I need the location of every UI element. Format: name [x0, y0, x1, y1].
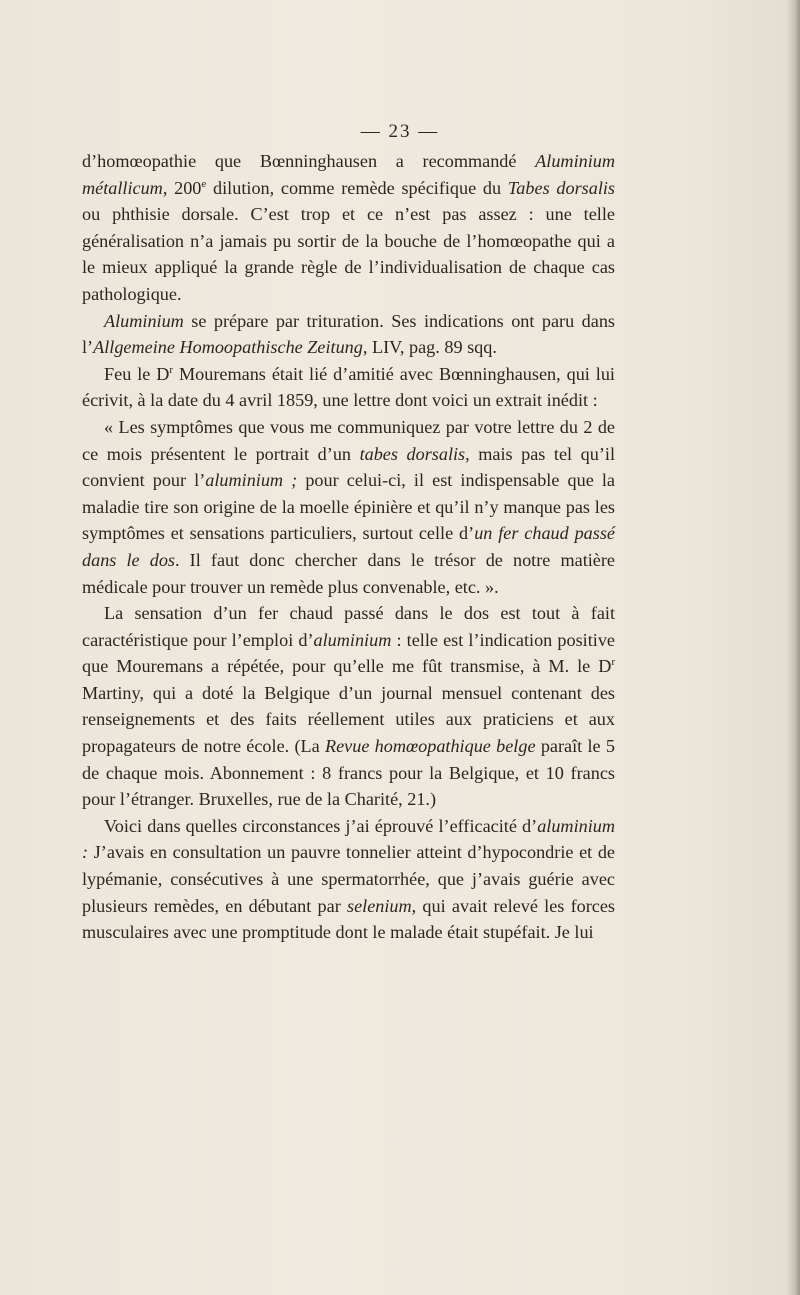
text-run: d’homœopathie que Bœnninghausen a recommandé: [82, 151, 536, 171]
text-run: J’avais en consultation un pauvre tonnelier atteint d’hypocondrie et de lypémanie, consécutives à une spermatorrhée, que j’avais guérie avec plusieurs remèdes, en débutant par: [82, 842, 615, 916]
paragraph: [82, 813, 615, 946]
text-run: La sensation d’un fer chaud passé dans le dos est tout à fait caractéristique pour l’emploi d’: [82, 603, 615, 650]
text-run: Mouremans était lié d’amitié avec Bœnninghausen, qui lui écrivit, à la date du 4 avril 1859, une lettre dont voici un extrait inédit :: [82, 363, 615, 411]
superscript: e: [201, 177, 207, 190]
italic-text: Tabes dorsalis: [507, 177, 616, 198]
italic-text: Aluminium métallicum: [82, 151, 615, 198]
paragraph: [82, 308, 615, 361]
superscript: r: [169, 363, 174, 376]
text-run: : telle est l’indication positive que Mouremans a répétée, pour qu’elle me fût transmise, à M. le D: [82, 629, 615, 677]
text-run: Voici dans quelles circonstances j’ai éprouvé l’efficacité d’: [104, 815, 538, 836]
page-number: — 23 —: [360, 121, 440, 142]
paragraph: [82, 361, 615, 414]
paragraph: [82, 600, 615, 813]
text-run: ou phthisie dorsale. C’est trop et ce n’est pas assez : une telle généralisation n’a jamais pu sortir de la bouche de l’homœopathe qui a le mieux appliqué la grande règle de l’individualisation de chaque cas pathologique.: [82, 204, 615, 304]
text-run: , mais pas tel qu’il convient pour l’: [82, 443, 615, 491]
text-run: , 200: [162, 177, 202, 198]
text-run: , LIV, pag. 89 sqq.: [362, 337, 497, 358]
paragraph: [82, 414, 615, 600]
italic-text: Aluminium: [104, 310, 184, 331]
italic-text: un fer chaud passé dans le dos: [82, 523, 615, 570]
page-edge-shadow: [786, 0, 800, 1295]
text-run: se prépare par trituration. Ses indications ont paru dans l’: [82, 310, 615, 358]
text-run: . Il faut donc chercher dans le trésor de notre matière médicale pour trouver un remède plus convenable, etc. ».: [82, 549, 615, 597]
paragraph: [82, 148, 615, 308]
italic-text: aluminium :: [82, 815, 615, 863]
italic-text: Allgemeine Homoopathische Zeitung: [93, 337, 363, 358]
superscript: r: [611, 656, 615, 669]
text-run: « Les symptômes que vous me communiquez par votre lettre du 2 de ce mois présentent le portrait d’un: [82, 416, 615, 464]
text-run: dilution, comme remède spécifique du: [206, 177, 508, 198]
italic-text: selenium: [347, 895, 412, 916]
text-run: paraît le 5 de chaque mois. Abonnement : 8 francs pour la Belgique, et 10 francs pour l’étranger. Bruxelles, rue de la Charité, 21.): [82, 736, 615, 810]
text-run: pour celui-ci, il est indispensable que la maladie tire son origine de la moelle épinière et qu’il n’y manque pas les symptômes et sensations particuliers, surtout celle d’: [82, 470, 615, 544]
italic-text: tabes dorsalis: [359, 443, 466, 464]
italic-text: Revue homœopathique belge: [324, 736, 536, 757]
text-run: Feu le D: [104, 363, 170, 384]
text-run: Martiny, qui a doté la Belgique d’un journal mensuel contenant des renseignements et des faits réellement utiles aux praticiens et aux propagateurs de notre école. (La: [82, 682, 615, 757]
italic-text: aluminium ;: [205, 470, 298, 491]
text-run: , qui avait relevé les forces musculaires avec une promptitude dont le malade était stupéfait. Je lui: [82, 895, 616, 943]
italic-text: aluminium: [313, 629, 392, 650]
body-text: [82, 148, 615, 946]
